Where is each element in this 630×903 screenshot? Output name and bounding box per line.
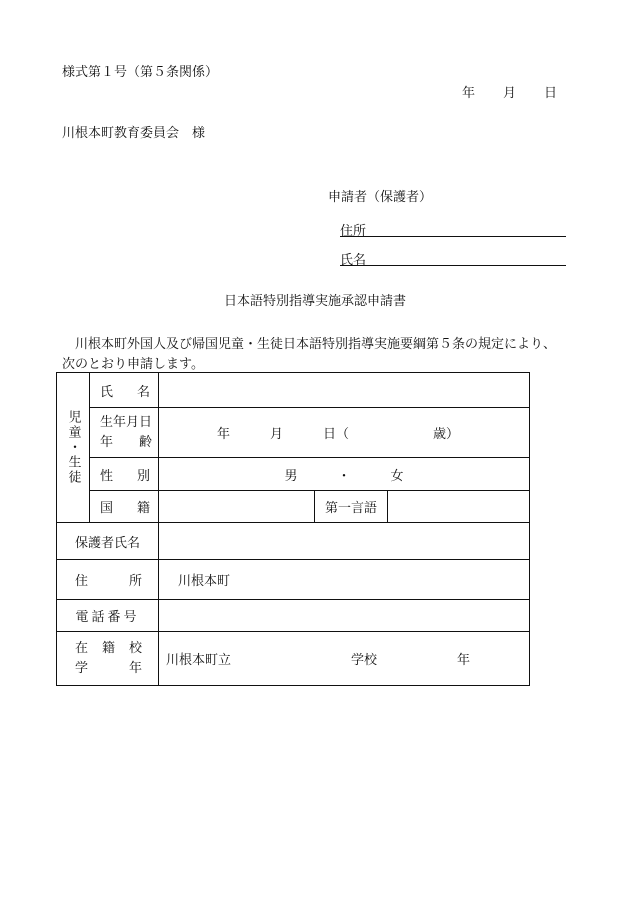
dob-field[interactable] [159,408,530,458]
sex-label-b: 別 [136,468,150,484]
document-title: 日本語特別指導実施承認申請書 [223,294,406,309]
nationality-label-b: 籍 [136,501,150,516]
address-value: 川根本町 [178,574,231,589]
intro-text [62,335,582,375]
age-label-b: 齢 [138,434,152,450]
school-label-a: 在 [75,640,89,656]
grade-label-a: 学 [75,660,89,676]
first-language-label: 第一言語 [315,491,388,523]
submission-date [462,87,557,100]
grade-suffix: 年 [457,653,471,668]
first-language-field[interactable] [388,491,530,523]
student-name-label-a: 氏 [100,384,114,400]
grade-label-b: 年 [128,660,142,676]
dob-month: 月 [270,427,284,442]
sex-separator: ・ [337,468,351,484]
student-name-field[interactable] [159,373,530,408]
student-name-label-cell [90,373,159,408]
intro-line-1: 川根本町外国人及び帰国児童・生徒日本語特別指導実施要綱第５条の規定により、 [75,337,557,352]
nationality-label-cell [90,491,159,523]
date-day: 日 [544,86,558,101]
guardian-name-field[interactable] [159,523,530,560]
intro-line-2: 次のとおり申請します。 [62,357,204,372]
address-label-b: 所 [128,574,142,589]
applicant-name-field[interactable] [340,249,566,266]
school-label-cell [57,632,159,686]
address-label-a: 住 [75,574,89,589]
nationality-label-a: 国 [100,501,114,516]
dob-age: 歳） [433,427,460,442]
sex-field[interactable] [159,458,530,491]
addressee: 川根本町教育委員会 様 [62,126,206,141]
date-year: 年 [462,86,476,101]
phone-label-text: 電話番号 [75,610,140,625]
student-name-label-b: 名 [136,384,150,400]
address-label-cell [57,560,159,600]
applicant-address-field[interactable] [340,220,566,237]
school-label-c: 校 [128,640,142,656]
applicant-heading: 申請者（保護者） [328,190,433,205]
date-month: 月 [503,86,517,101]
sex-label-a: 性 [100,468,114,484]
address-field[interactable] [159,560,530,600]
sex-female-option[interactable]: 女 [390,468,404,484]
dob-day: 日（ [323,427,350,442]
application-table [56,372,530,686]
applicant-address-label: 住所 [340,224,367,239]
dob-year: 年 [217,427,231,442]
phone-field[interactable] [159,600,530,632]
school-suffix: 学校 [351,653,378,668]
nationality-field[interactable] [159,491,315,523]
dob-label-line1: 生年月日 [100,414,153,430]
form-id: 様式第１号（第５条関係） [62,65,219,80]
age-label-a: 年 [100,434,114,450]
sex-label-cell [90,458,159,491]
student-group-label: 児童・生徒 [65,410,81,485]
phone-label [57,600,159,632]
applicant-name-label: 氏名 [340,253,367,268]
school-prefix: 川根本町立 [166,653,232,668]
guardian-name-label: 保護者氏名 [57,523,159,560]
school-field[interactable] [159,632,530,686]
sex-male-option[interactable]: 男 [284,468,298,484]
school-label-b: 籍 [101,640,115,656]
student-group-cell [57,373,90,523]
dob-label-cell [90,408,159,458]
